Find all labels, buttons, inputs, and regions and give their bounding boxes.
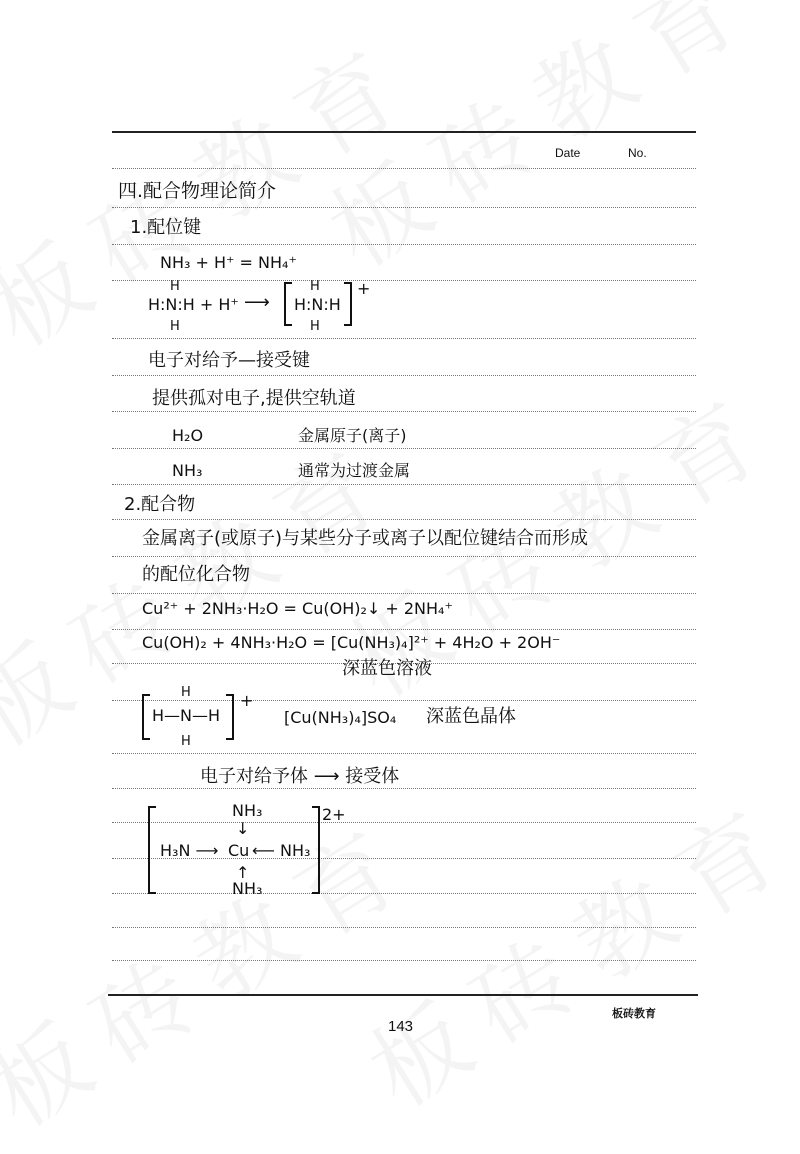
ammonium-bottom-h: H <box>181 734 191 749</box>
crystal-note: 深蓝色晶体 <box>426 706 516 727</box>
watermark <box>300 0 780 294</box>
bracket-right <box>344 282 352 326</box>
lewis-left: H:N:H + H⁺ <box>148 295 239 314</box>
ruled-line <box>112 519 696 520</box>
definition-line: 的配位化合物 <box>142 564 250 585</box>
ruled-line <box>112 375 696 376</box>
ruled-line <box>112 168 696 169</box>
subsection-title: 2.配合物 <box>124 494 196 515</box>
complex-down-arrow: ↓ <box>236 819 250 838</box>
ruled-line <box>112 207 696 208</box>
ruled-line <box>112 593 696 594</box>
watermark <box>340 763 800 1134</box>
bond-note: 电子对给予—接受键 <box>148 350 310 371</box>
complex-charge: 2+ <box>322 805 346 824</box>
lewis-top-h: H <box>170 279 180 294</box>
footer-brand: 板砖教育 <box>612 1007 656 1020</box>
watermark <box>0 783 440 1154</box>
ruled-line <box>112 753 696 754</box>
footer-rule <box>108 994 698 996</box>
lewis-bracket-formula: H:N:H <box>294 295 341 314</box>
ruled-line <box>112 448 696 449</box>
donor-nh3: NH₃ <box>172 461 203 480</box>
number-label: No. <box>628 146 647 160</box>
acceptor-transition-metal: 通常为过渡金属 <box>298 461 411 480</box>
reaction-1: Cu²⁺ + 2NH₃·H₂O = Cu(OH)₂↓ + 2NH₄⁺ <box>142 599 453 618</box>
complex-up-arrow: ↑ <box>236 863 250 882</box>
header-rule <box>112 131 696 133</box>
equation-nh4: NH₃ + H⁺ = NH₄⁺ <box>160 253 297 272</box>
ruled-line <box>112 484 696 485</box>
donor-acceptor-note: 电子对给予体 ⟶ 接受体 <box>200 766 400 787</box>
ruled-line <box>112 338 696 339</box>
ruled-line <box>112 629 696 630</box>
lewis-bracket-bottom-h: H <box>310 319 320 334</box>
lewis-bracket-top-h: H <box>310 279 320 294</box>
ruled-line <box>112 280 696 281</box>
ammonium-top-h: H <box>181 685 191 700</box>
complex-center: Cu <box>228 841 250 860</box>
ruled-line <box>112 700 696 701</box>
date-label: Date <box>555 146 581 160</box>
ammonium-charge: + <box>240 691 254 710</box>
complex-bracket-left <box>148 806 156 894</box>
complex-bottom-ligand: NH₃ <box>232 879 263 898</box>
ruled-line <box>112 960 696 961</box>
reaction-arrow: ⟶ <box>244 292 270 313</box>
ruled-line <box>112 244 696 245</box>
lewis-charge: + <box>357 279 371 298</box>
ruled-line <box>112 788 696 789</box>
section-title: 四.配合物理论简介 <box>118 180 277 202</box>
crystal-formula: [Cu(NH₃)₄]SO₄ <box>284 708 397 727</box>
reaction-2: Cu(OH)₂ + 4NH₃·H₂O = [Cu(NH₃)₄]²⁺ + 4H₂O + 2OH⁻ <box>142 633 561 652</box>
complex-left-ligand: H₃N ⟶ <box>160 841 219 860</box>
ammonium-center: H—N—H <box>152 706 221 725</box>
ruled-line <box>112 893 696 894</box>
page-number: 143 <box>388 1018 414 1035</box>
ruled-line <box>112 927 696 928</box>
ruled-line <box>112 411 696 412</box>
donor-h2o: H₂O <box>172 426 204 445</box>
solution-note: 深蓝色溶液 <box>342 658 432 679</box>
provide-note: 提供孤对电子,提供空轨道 <box>152 388 356 409</box>
ruled-line <box>112 822 696 823</box>
bracket-left <box>284 282 292 326</box>
definition-line: 金属离子(或原子)与某些分子或离子以配位键结合而形成 <box>142 528 589 549</box>
complex-bracket-right <box>312 806 320 894</box>
complex-top-ligand: NH₃ <box>232 801 263 820</box>
complex-right-ligand: ⟵ NH₃ <box>252 841 311 860</box>
ruled-line <box>112 556 696 557</box>
ammonium-bracket-right <box>226 694 234 740</box>
subsection-title: 1.配位键 <box>130 217 202 238</box>
lewis-bottom-h: H <box>170 319 180 334</box>
ammonium-bracket-left <box>142 694 150 740</box>
acceptor-metal-atom: 金属原子(离子) <box>298 426 407 445</box>
